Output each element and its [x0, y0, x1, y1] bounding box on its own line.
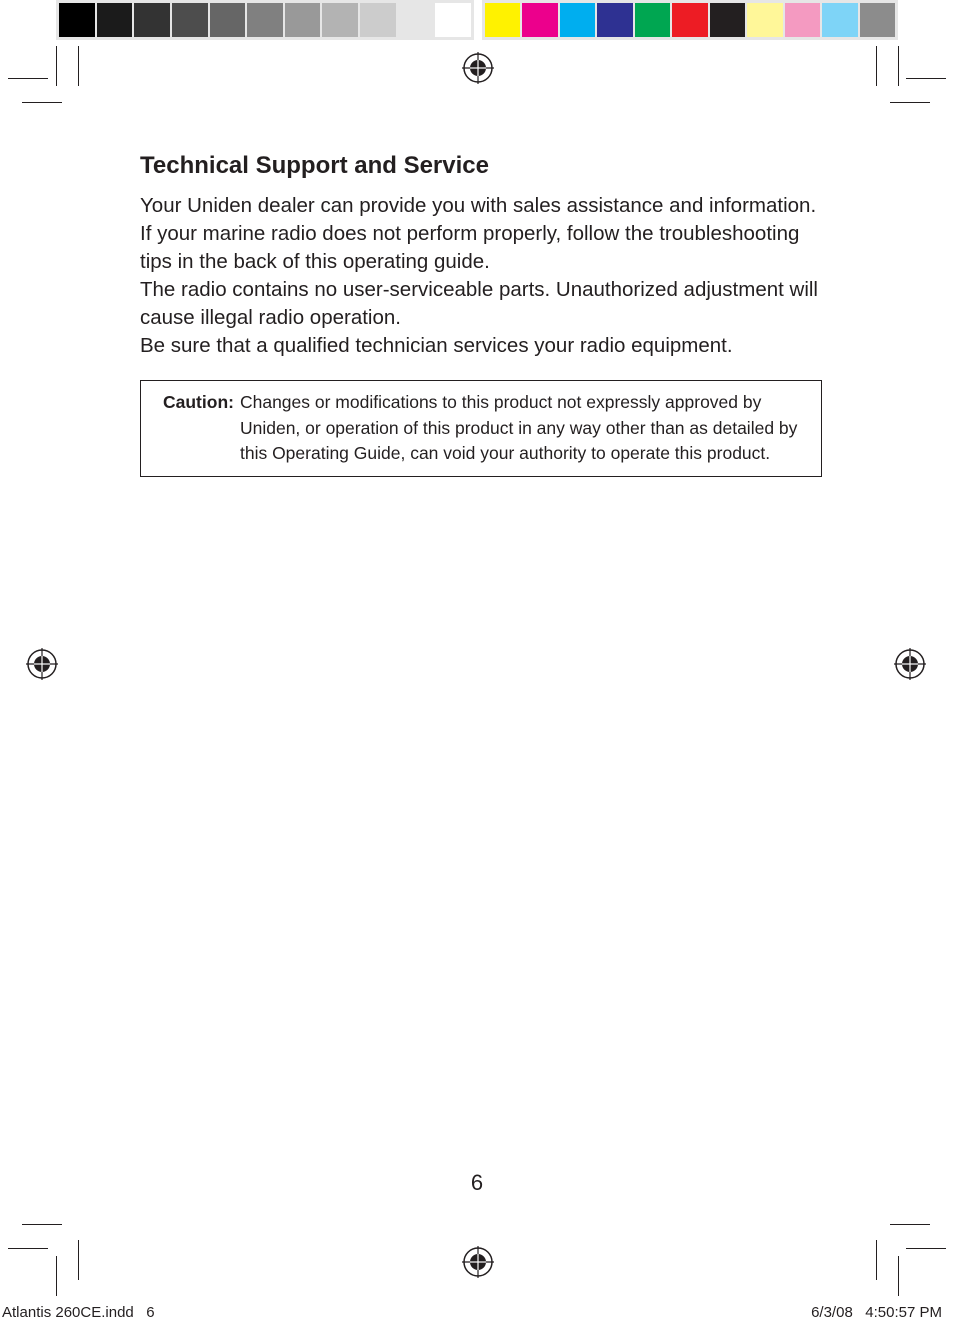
color-swatch: [560, 3, 595, 37]
color-swatch: [398, 3, 434, 37]
color-swatch: [247, 3, 283, 37]
crop-mark: [78, 46, 79, 86]
crop-mark: [876, 1240, 877, 1280]
color-swatch: [635, 3, 670, 37]
crop-mark: [56, 46, 57, 86]
paragraph-dealer-assistance: Your Uniden dealer can provide you with sales assistance and information. If your marine radio does not perform properly, follow the troubleshooting tips in the back of this operating guide.: [140, 194, 817, 273]
color-swatch: [134, 3, 170, 37]
crop-mark: [906, 78, 946, 79]
paragraph-qualified-technician: Be sure that a qualified technician services your radio equipment.: [140, 334, 733, 357]
paragraph-no-serviceable-parts: The radio contains no user-serviceable parts. Unauthorized adjustment will cause illegal radio operation.: [140, 278, 818, 329]
process-color-bar: [482, 0, 898, 40]
color-swatch: [210, 3, 246, 37]
slug-timestamp: 6/3/08 4:50:57 PM: [811, 1304, 942, 1321]
color-swatch: [435, 3, 471, 37]
crop-mark: [876, 46, 877, 86]
color-swatch: [672, 3, 707, 37]
slug-file-name: Atlantis 260CE.indd 6: [2, 1304, 155, 1321]
color-swatch: [747, 3, 782, 37]
section-title: Technical Support and Service: [140, 152, 489, 179]
caution-box: [140, 380, 822, 477]
page-number: 6: [470, 1170, 484, 1195]
grayscale-color-bar: [56, 0, 474, 40]
crop-mark: [906, 1248, 946, 1249]
caution-label: Caution:: [163, 392, 234, 412]
crop-mark: [890, 102, 930, 103]
crop-mark: [898, 46, 899, 86]
color-swatch: [285, 3, 321, 37]
color-swatch: [710, 3, 745, 37]
color-swatch: [822, 3, 857, 37]
registration-mark-icon: [26, 648, 58, 680]
crop-mark: [22, 102, 62, 103]
color-swatch: [597, 3, 632, 37]
crop-mark: [22, 1224, 62, 1225]
color-swatch: [172, 3, 208, 37]
color-swatch: [785, 3, 820, 37]
crop-mark: [56, 1256, 57, 1296]
color-swatch: [522, 3, 557, 37]
color-swatch: [97, 3, 133, 37]
color-swatch: [360, 3, 396, 37]
color-swatch: [860, 3, 895, 37]
crop-mark: [890, 1224, 930, 1225]
registration-mark-icon: [894, 648, 926, 680]
color-swatch: [59, 3, 95, 37]
crop-mark: [78, 1240, 79, 1280]
technical-support-section: [140, 150, 822, 477]
color-swatch: [322, 3, 358, 37]
crop-mark: [8, 1248, 48, 1249]
registration-mark-icon: [462, 52, 494, 84]
registration-mark-icon: [462, 1246, 494, 1278]
crop-mark: [898, 1256, 899, 1296]
crop-mark: [8, 78, 48, 79]
color-swatch: [485, 3, 520, 37]
caution-text: Changes or modifications to this product not expressly approved by Uniden, or operation of this product in any way other than as detailed by this Operating Guide, can void your authority to operate this product.: [239, 392, 798, 463]
